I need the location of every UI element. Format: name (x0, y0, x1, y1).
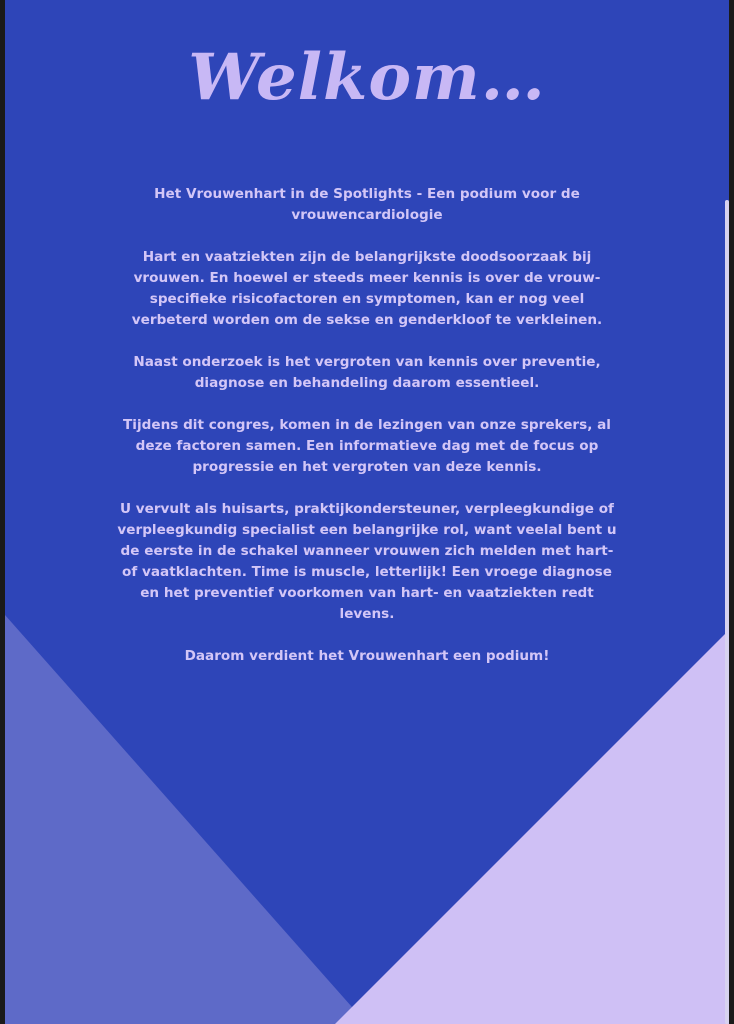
paragraph-congress: Tijdens dit congres, komen in de lezingen van onze sprekers, al deze factoren samen. Een informatieve dag met de focus op progressie en het vergroten van deze kennis. (123, 417, 611, 475)
paragraph-research: Naast onderzoek is het vergroten van kennis over preventie, diagnose en behandeling daarom essentieel. (133, 354, 601, 391)
welcome-text (115, 184, 619, 688)
paragraph-role: U vervult als huisarts, praktijkondersteuner, verpleegkundige of verpleegkundig specialist een belangrijke rol, want veelal bent u de eerste in de schakel wanneer vrouwen zich melden met hart- of vaatklachten. Time is muscle, letterlijk! Een vroege diagnose en het preventief voorkomen van hart- en vaatziekten redt levens. (117, 501, 617, 622)
right-triangle-shape (335, 630, 729, 1024)
paragraph-closing: Daarom verdient het Vrouwenhart een podium! (184, 648, 550, 664)
page (5, 0, 729, 1024)
paragraph-heart-disease: Hart en vaatziekten zijn de belangrijkste doodsoorzaak bij vrouwen. En hoewel er steeds meer kennis is over de vrouw-specifieke risicofactoren en symptomen, kan er nog veel verbeterd worden om de sekse en genderkloof te verkleinen. (131, 249, 603, 328)
page-title: Welkom… (188, 40, 546, 115)
intro-title-paragraph: Het Vrouwenhart in de Spotlights - Een podium voor de vrouwencardiologie (154, 186, 580, 223)
scrollbar[interactable] (725, 200, 729, 1024)
